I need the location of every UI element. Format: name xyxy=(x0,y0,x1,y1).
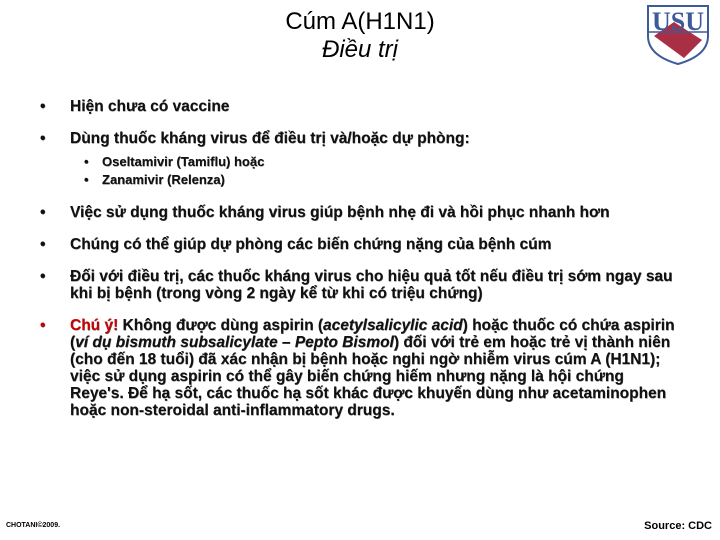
title-main: Cúm A(H1N1) xyxy=(285,8,435,35)
warning-text: ) đối với trẻ em hoặc trẻ vị thành niên (cho đến 18 tuổi) đã xác nhận bị bệnh hoặc nghi ngờ nhiễm virus cúm A (H1N1); việc sử dụng aspirin có thể gây biến chứng hiếm nhưng nặng là hội chứng Reye's. Để hạ sốt, các thuốc hạ sốt khác được khuyến dùng như acetaminophen hoặc non-steroidal anti-inflammatory drugs. xyxy=(70,334,671,419)
sub-bullet-item: • Zanamivir (Relenza) xyxy=(70,171,680,189)
warning-text: ) hoặc thuốc có chứa aspirin ( xyxy=(70,317,675,351)
sub-bullet-list xyxy=(70,153,680,189)
copyright-footer: CHOTANI©2009. xyxy=(6,522,61,529)
title-subtitle: Điều trị xyxy=(321,36,399,63)
drug-name: acetylsalicylic acid xyxy=(323,317,463,334)
logo-letters: USU xyxy=(651,7,705,36)
university-shield-logo-icon xyxy=(644,2,712,66)
bullet-item: • Đối với điều trị, các thuốc kháng virus cho hiệu quả tốt nếu điều trị sớm ngay sau khi bị bệnh (trong vòng 2 ngày kể từ khi có triệu chứng) xyxy=(40,268,680,302)
sub-bullet-item: • Oseltamivir (Tamiflu) hoặc xyxy=(70,153,680,171)
bullet-item: • Việc sử dụng thuốc kháng virus giúp bệnh nhẹ đi và hồi phục nhanh hơn xyxy=(40,204,680,221)
warning-bullet xyxy=(40,317,680,419)
drug-example: ví dụ bismuth subsalicylate – Pepto Bismol xyxy=(75,334,394,351)
bullet-item: • Hiện chưa có vaccine xyxy=(40,98,680,115)
bullet-list xyxy=(40,98,680,434)
bullet-item: • Chúng có thể giúp dự phòng các biến chứng nặng của bệnh cúm xyxy=(40,236,680,253)
bullet-text: Dùng thuốc kháng virus để điều trị và/hoặc dự phòng: xyxy=(70,130,470,147)
slide-title xyxy=(0,8,720,64)
bullet-item xyxy=(40,130,680,189)
warning-label: Chú ý! xyxy=(70,317,119,334)
warning-text: Không được dùng aspirin ( xyxy=(118,317,324,334)
source-footer: Source: CDC xyxy=(644,520,712,532)
